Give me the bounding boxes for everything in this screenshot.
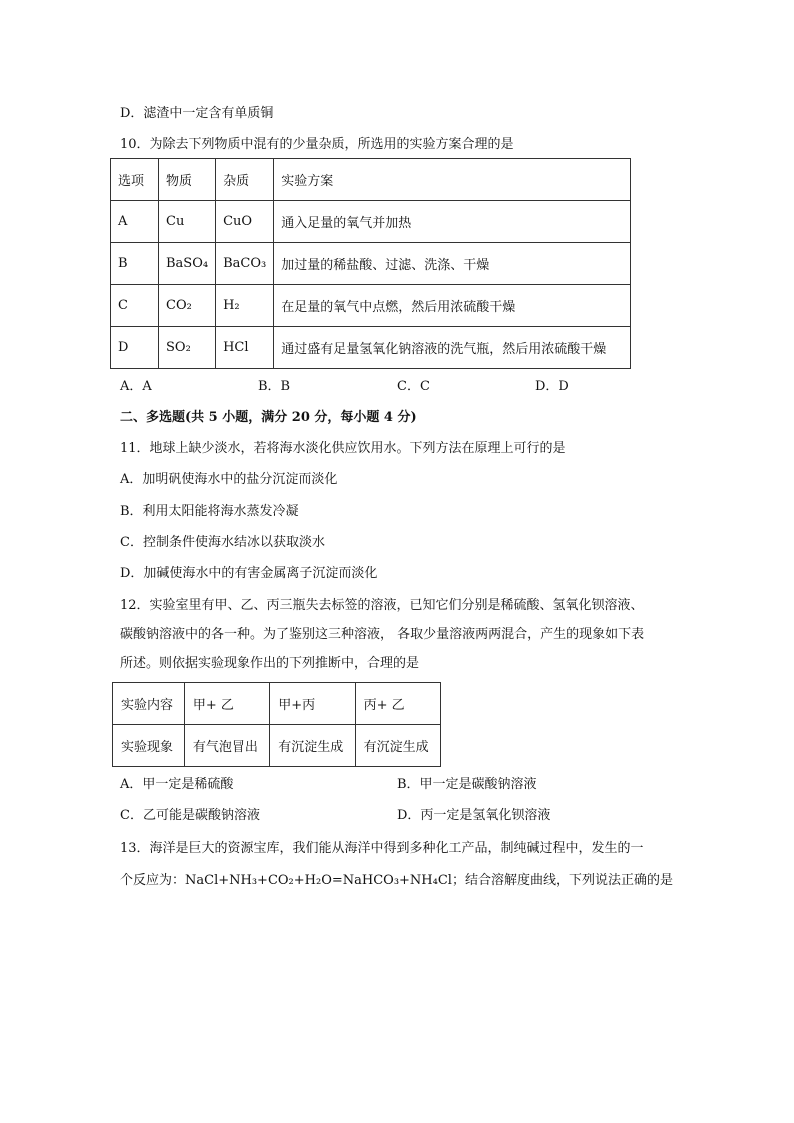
table-cell: 有沉淀生成 [270, 725, 355, 767]
table-cell: SO₂ [159, 327, 216, 369]
q9-option-d: D．滤渣中一定含有单质铜 [120, 106, 274, 121]
table-cell: Cu [159, 201, 216, 243]
table-cell: BaSO₄ [159, 243, 216, 285]
q11-stem: 11．地球上缺少淡水，若将海水淡化供应饮用水。下列方法在原理上可行的是 [120, 441, 566, 456]
table-row [111, 201, 631, 243]
table-cell: 加过量的稀盐酸、过滤、洗涤、干燥 [274, 243, 631, 285]
q10-table [110, 158, 631, 369]
table-cell: 实验内容 [113, 683, 185, 725]
q12-table [112, 682, 441, 767]
table-row [111, 285, 631, 327]
table-cell: 丙+ 乙 [355, 683, 440, 725]
table-cell: 有气泡冒出 [184, 725, 269, 767]
header-cell: 选项 [111, 159, 159, 201]
q10-option-d: D．D [535, 379, 569, 394]
q12-option-d: D．丙一定是氢氧化钡溶液 [397, 808, 551, 823]
q11-option-a: A．加明矾使海水中的盐分沉淀而淡化 [120, 472, 338, 487]
q12-stem-line-2: 碳酸钠溶液中的各一种。为了鉴别这三种溶液， 各取少量溶液两两混合，产生的现象如下表 [120, 627, 645, 642]
q13-stem-line-1: 13．海洋是巨大的资源宝库，我们能从海洋中得到多种化工产品，制纯碱过程中，发生的一 [120, 841, 644, 856]
q11-option-d: D．加碱使海水中的有害金属离子沉淀而淡化 [120, 566, 378, 581]
table-cell: A [111, 201, 159, 243]
table-cell: 实验现象 [113, 725, 185, 767]
table-row [111, 243, 631, 285]
q12-stem-line-3: 所述。则依据实验现象作出的下列推断中，合理的是 [120, 656, 420, 671]
table-cell: 通过盛有足量氢氧化钠溶液的洗气瓶，然后用浓硫酸干燥 [274, 327, 631, 369]
table-cell: CO₂ [159, 285, 216, 327]
q12-option-b: B．甲一定是碳酸钠溶液 [397, 777, 537, 792]
q12-option-a: A．甲一定是稀硫酸 [120, 777, 234, 792]
table-cell: 甲+ 乙 [184, 683, 269, 725]
table-cell: C [111, 285, 159, 327]
q10-option-b: B．B [258, 379, 291, 394]
table-row [113, 683, 441, 725]
table-cell: CuO [216, 201, 274, 243]
section-2-title: 二、多选题(共 5 小题，满分 20 分，每小题 4 分) [120, 410, 417, 425]
table-cell: 有沉淀生成 [355, 725, 440, 767]
table-cell: HCl [216, 327, 274, 369]
table-cell: 甲+丙 [270, 683, 355, 725]
q11-option-b: B．利用太阳能将海水蒸发冷凝 [120, 504, 299, 519]
q12-stem-line-1: 12．实验室里有甲、乙、丙三瓶失去标签的溶液，已知它们分别是稀硫酸、氢氧化钡溶液、 [120, 598, 644, 613]
table-cell: D [111, 327, 159, 369]
header-cell: 杂质 [216, 159, 274, 201]
q10-option-c: C．C [397, 379, 430, 394]
header-cell: 实验方案 [274, 159, 631, 201]
table-row [113, 725, 441, 767]
q11-option-c: C．控制条件使海水结冰以获取淡水 [120, 535, 325, 550]
table-cell: H₂ [216, 285, 274, 327]
q10-option-a: A．A [120, 379, 152, 394]
table-cell: BaCO₃ [216, 243, 274, 285]
header-cell: 物质 [159, 159, 216, 201]
q10-stem: 10．为除去下列物质中混有的少量杂质，所选用的实验方案合理的是 [120, 137, 514, 152]
table-cell: 在足量的氧气中点燃，然后用浓硫酸干燥 [274, 285, 631, 327]
table-row [111, 327, 631, 369]
table-cell: B [111, 243, 159, 285]
q13-stem-line-2: 个反应为：NaCl+NH₃+CO₂+H₂O=NaHCO₃+NH₄Cl；结合溶解度曲线，下列说法正确的是 [120, 873, 673, 888]
table-cell: 通入足量的氧气并加热 [274, 201, 631, 243]
q12-option-c: C．乙可能是碳酸钠溶液 [120, 808, 260, 823]
table-header-row [111, 159, 631, 201]
